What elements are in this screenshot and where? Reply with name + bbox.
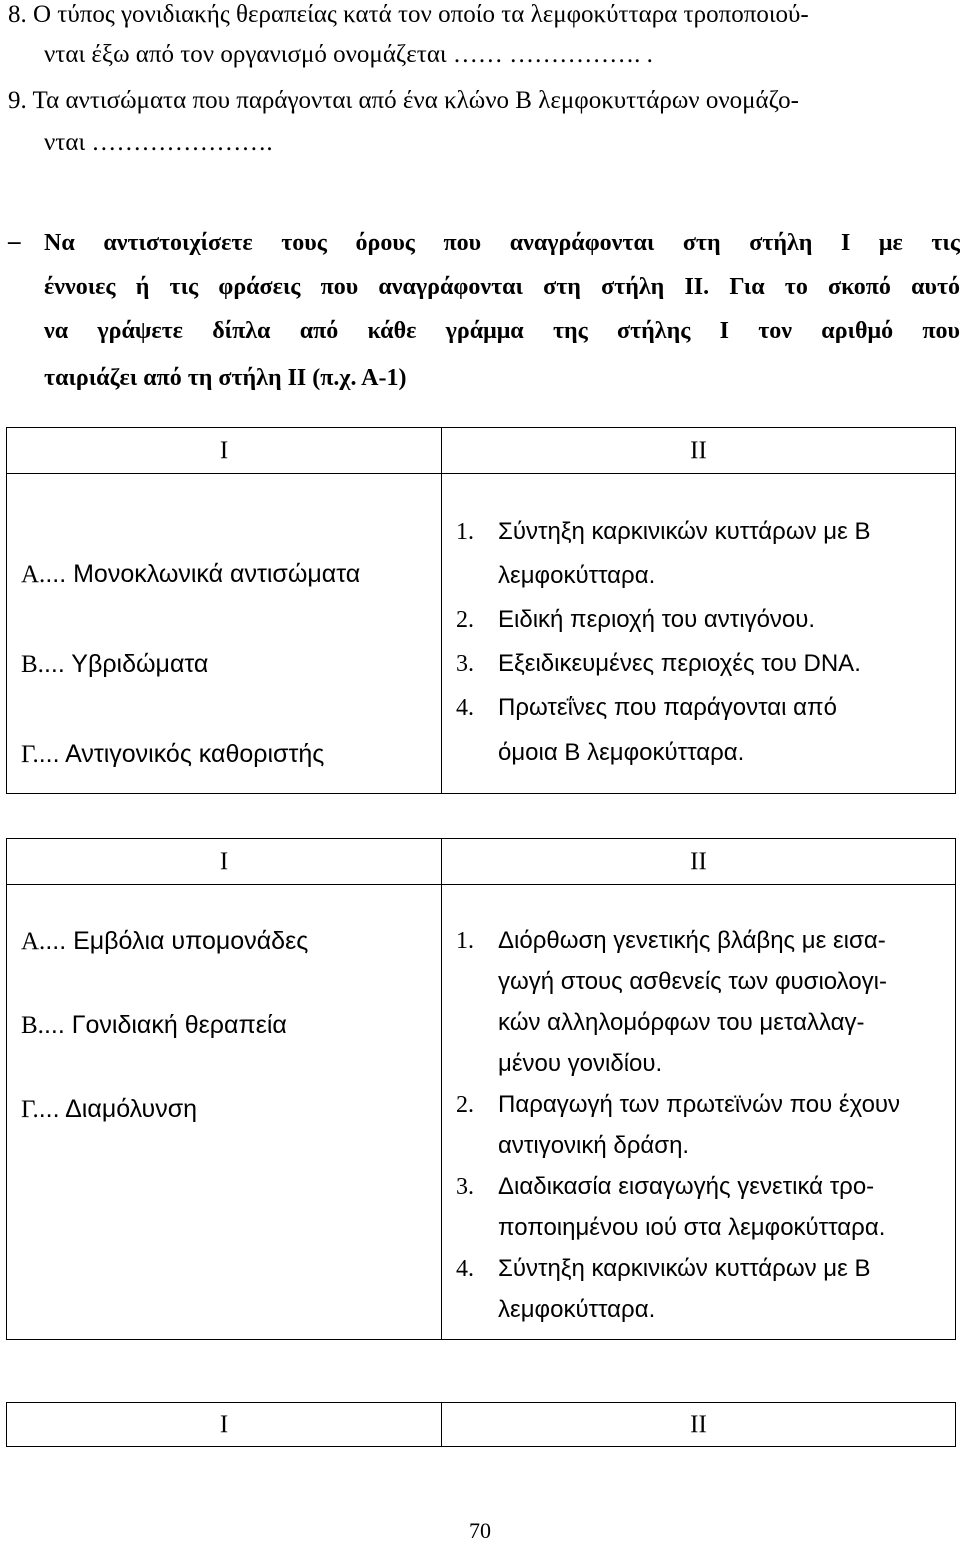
table1-col1-header: Ι xyxy=(7,428,442,474)
table2-col1-header: Ι xyxy=(7,839,442,885)
page-number: 70 xyxy=(469,1518,491,1543)
table2-term-a: Α.... Εμβόλια υπομονάδες xyxy=(21,927,309,955)
table2-option-4-cont: λεμφοκύτταρα. xyxy=(498,1296,656,1323)
matching-table-3 xyxy=(6,1402,956,1447)
table3-col2-header: ΙΙ xyxy=(442,1403,956,1447)
instruction-line-1: Να αντιστοιχίσετε τους όρους που αναγράφονται στη στήλη Ι με τις xyxy=(44,230,960,256)
table1-option-4-cont: όμοια Β λεμφοκύτταρα. xyxy=(498,739,745,766)
matching-table-2 xyxy=(6,838,956,1340)
table2-term-b: Β.... Γονιδιακή θεραπεία xyxy=(21,1011,287,1039)
table2-col2-header: ΙΙ xyxy=(442,839,956,885)
table1-col1-cell xyxy=(7,474,442,794)
instruction-line-3: να γράψετε δίπλα από κάθε γράμμα της στήλης Ι τον αριθμό που xyxy=(44,318,960,344)
question-8-line-2: νται έξω από τον οργανισμό ονομάζεται …… ……………. . xyxy=(44,41,653,68)
table2-option-2: 2. Παραγωγή των πρωτεϊνών που έχουν xyxy=(456,1091,901,1118)
table2-col1-cell xyxy=(7,885,442,1340)
table2-option-3: 3. Διαδικασία εισαγωγής γενετικά τρο- xyxy=(456,1173,875,1200)
instruction-line-4: ταιριάζει από τη στήλη ΙΙ (π.χ. Α-1) xyxy=(44,365,407,391)
table1-term-c: Γ.... Αντιγονικός καθοριστής xyxy=(21,740,325,768)
question-9-line-1: 9. Τα αντισώματα που παράγονται από ένα κλώνο Β λεμφοκυττάρων ονομάζο- xyxy=(8,87,799,114)
table2-option-1: 1. Διόρθωση γενετικής βλάβης με εισα- xyxy=(456,927,886,954)
table1-col2-cell xyxy=(442,474,956,794)
table2-option-3-cont: ποποιημένου ιού στα λεμφοκύτταρα. xyxy=(498,1214,886,1241)
table3-col1-header: Ι xyxy=(7,1403,442,1447)
table2-option-2-cont: αντιγονική δράση. xyxy=(498,1132,690,1159)
table2-option-1-cont-2: κών αλληλομόρφων του μεταλλαγ- xyxy=(498,1009,865,1036)
table1-option-2: 2. Ειδική περιοχή του αντιγόνου. xyxy=(456,606,816,633)
table1-term-b: Β.... Υβριδώματα xyxy=(21,650,209,678)
table1-col2-header: ΙΙ xyxy=(442,428,956,474)
instruction-line-2: έννοιες ή τις φράσεις που αναγράφονται στη στήλη ΙΙ. Για το σκοπό αυτό xyxy=(44,274,960,300)
question-8-line-1: 8. Ο τύπος γονιδιακής θεραπείας κατά τον οποίο τα λεμφοκύτταρα τροποποιού- xyxy=(8,1,809,28)
instruction-dash: – xyxy=(8,228,21,255)
table1-option-3: 3. Εξειδικευμένες περιοχές του DNA. xyxy=(456,650,861,677)
table1-option-1: 1. Σύντηξη καρκινικών κυττάρων με Β xyxy=(456,518,871,545)
question-9-line-2: νται …………………. xyxy=(44,129,273,156)
table2-col2-cell xyxy=(442,885,956,1340)
table2-term-c: Γ.... Διαμόλυνση xyxy=(21,1095,198,1123)
table2-option-1-cont-3: μένου γονιδίου. xyxy=(498,1050,663,1077)
table1-term-a: Α.... Μονοκλωνικά αντισώματα xyxy=(21,560,361,588)
table2-option-1-cont-1: γωγή στους ασθενείς των φυσιολογι- xyxy=(498,968,887,995)
table2-option-4: 4. Σύντηξη καρκινικών κυττάρων με Β xyxy=(456,1255,871,1282)
matching-table-1 xyxy=(6,427,956,794)
table1-option-4: 4. Πρωτεΐνες που παράγονται από xyxy=(456,694,837,721)
table1-option-1-cont: λεμφοκύτταρα. xyxy=(498,562,656,589)
